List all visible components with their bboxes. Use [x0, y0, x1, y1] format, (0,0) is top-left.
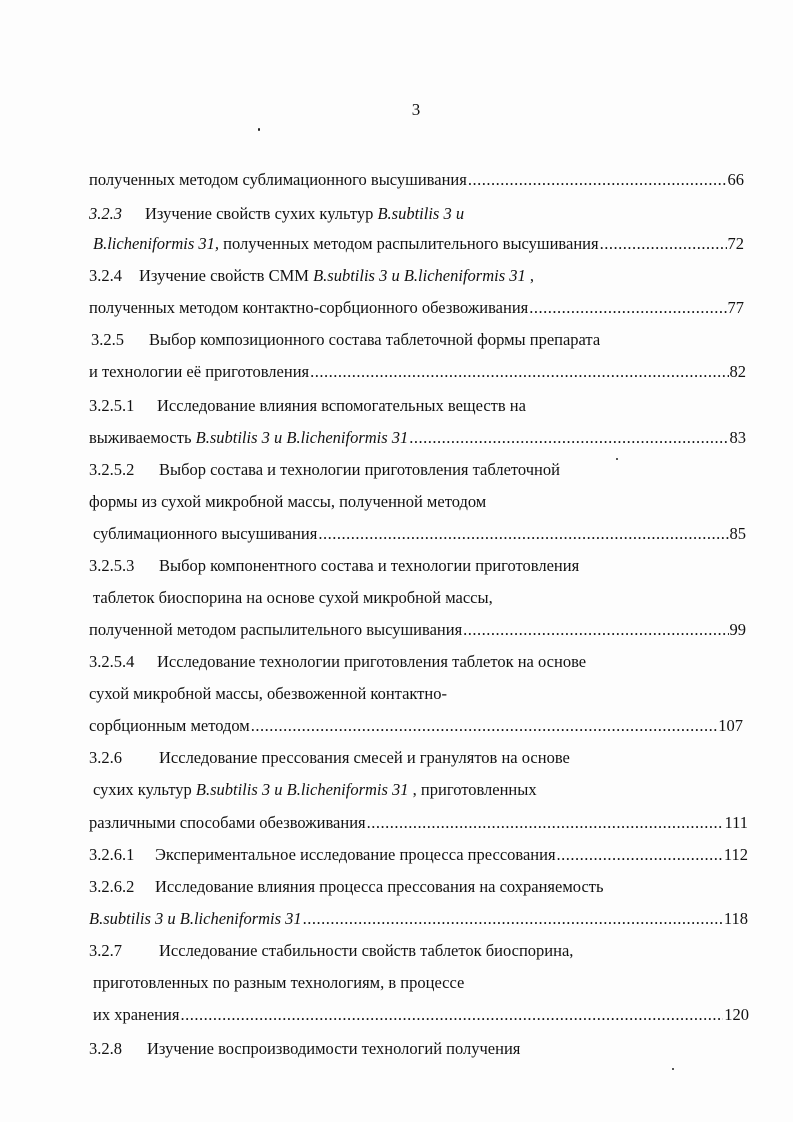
toc-text: приготовленных по разным технологиям, в процессе — [93, 973, 465, 992]
toc-number: 3.2.5 — [91, 330, 124, 349]
toc-text-after: , приготовленных — [408, 780, 537, 799]
toc-entry — [93, 971, 464, 995]
toc-leader — [557, 843, 723, 867]
toc-entry — [89, 650, 586, 674]
toc-text: Исследование стабильности свойств таблеток биоспорина, — [159, 941, 574, 960]
toc-page: 111 — [724, 813, 748, 832]
toc-leader — [463, 618, 728, 642]
toc-page: 118 — [723, 909, 748, 928]
scan-speck — [258, 128, 260, 131]
toc-entry — [93, 778, 537, 802]
toc-entry — [89, 875, 604, 899]
toc-number: 3.2.6.1 — [89, 845, 135, 864]
toc-page: 99 — [729, 620, 746, 639]
toc-entry — [89, 843, 748, 867]
toc-text: Изучение свойств сухих культур — [145, 204, 378, 223]
toc-text: выживаемость — [89, 428, 196, 447]
page-number: 3 — [411, 100, 421, 119]
toc-text: и технологии её приготовления — [89, 362, 310, 381]
toc-entry — [89, 202, 464, 226]
toc-entry — [89, 458, 560, 482]
toc-entry — [89, 746, 570, 770]
toc-text: Исследование влияния процесса прессования на сохраняемость — [155, 877, 604, 896]
toc-leader — [600, 232, 727, 256]
toc-text: Исследование прессования смесей и гранулятов на основе — [159, 748, 570, 767]
toc-text: Выбор компонентного состава и технологии приготовления — [159, 556, 580, 575]
toc-number: 3.2.6.2 — [89, 877, 135, 896]
toc-entry — [93, 522, 746, 546]
toc-text: полученных методом контактно-сорбционного обезвоживания — [89, 298, 529, 317]
toc-text: сублимационного высушивания — [93, 524, 318, 543]
toc-entry — [89, 618, 746, 642]
toc-text: Изучение воспроизводимости технологий получения — [147, 1039, 521, 1058]
toc-text: сухой микробной массы, обезвоженной контактно- — [89, 684, 447, 703]
toc-leader — [180, 1003, 723, 1027]
toc-page: 112 — [723, 845, 748, 864]
toc-italic: B.subtilis 3 и — [377, 204, 465, 223]
toc-entry — [89, 682, 447, 706]
toc-text: сорбционным методом — [89, 716, 250, 735]
toc-entry — [89, 907, 748, 931]
toc-entry — [89, 168, 744, 192]
toc-leader — [409, 426, 728, 450]
toc-text: сухих культур — [93, 780, 196, 799]
toc-page: 107 — [718, 716, 743, 735]
toc-page: 83 — [729, 428, 746, 447]
toc-entry — [93, 232, 744, 256]
toc-page: 120 — [724, 1005, 749, 1024]
toc-entry — [89, 426, 746, 450]
toc-number: 3.2.5.2 — [89, 460, 135, 479]
toc-text: Исследование влияния вспомогательных веществ на — [157, 396, 526, 415]
scan-speck — [672, 1068, 674, 1070]
toc-italic: B.subtilis 3 и B.licheniformis 31 — [195, 428, 409, 447]
toc-text: Исследование технологии приготовления таблеток на основе — [157, 652, 587, 671]
toc-text-after: , — [525, 266, 534, 285]
toc-text: полученных методом распылительного высушивания — [219, 234, 599, 253]
toc-entry — [89, 264, 534, 288]
toc-entry — [89, 360, 746, 384]
toc-number: 3.2.5.4 — [89, 652, 135, 671]
toc-entry — [89, 714, 743, 738]
toc-italic: B.subtilis 3 и B.licheniformis 31 — [313, 266, 526, 285]
toc-italic: B.subtilis 3 и B.licheniformis 31 — [195, 780, 409, 799]
toc-page: 77 — [727, 298, 744, 317]
toc-number: 3.2.5.1 — [89, 396, 135, 415]
toc-leader — [529, 296, 726, 320]
toc-page: 85 — [729, 524, 746, 543]
toc-text: Выбор композиционного состава таблеточной формы препарата — [149, 330, 601, 349]
toc-number: 3.2.7 — [89, 941, 122, 960]
toc-entry — [89, 296, 744, 320]
toc-text: Выбор состава и технологии приготовления таблеточной — [159, 460, 560, 479]
toc-entry — [89, 939, 573, 963]
toc-leader — [318, 522, 728, 546]
toc-text: полученных методом сублимационного высушивания — [89, 170, 467, 189]
toc-number: 3.2.4 — [89, 266, 122, 285]
toc-italic: B.subtilis 3 и B.licheniformis 31 — [89, 909, 302, 928]
toc-leader — [303, 907, 723, 931]
toc-entry — [89, 490, 486, 514]
toc-page: 72 — [727, 234, 744, 253]
toc-number: 3.2.5.3 — [89, 556, 135, 575]
toc-leader — [251, 714, 718, 738]
toc-page: 66 — [727, 170, 744, 189]
toc-entry — [89, 394, 526, 418]
toc-italic: B.licheniformis 31, — [93, 234, 220, 253]
toc-text: Изучение свойств СММ — [139, 266, 314, 285]
toc-text: таблеток биоспорина на основе сухой микробной массы, — [93, 588, 493, 607]
toc-number: 3.2.8 — [89, 1039, 122, 1058]
toc-entry — [91, 328, 600, 352]
toc-text: различными способами обезвоживания — [89, 813, 366, 832]
toc-leader — [468, 168, 727, 192]
toc-text: их хранения — [93, 1005, 180, 1024]
toc-text: формы из сухой микробной массы, полученной методом — [89, 492, 487, 511]
toc-number: 3.2.3 — [89, 204, 122, 223]
toc-page: 82 — [729, 362, 746, 381]
toc-leader — [310, 360, 728, 384]
toc-leader — [367, 811, 724, 835]
toc-entry — [89, 1037, 520, 1061]
toc-text: Экспериментальное исследование процесса прессования — [155, 845, 556, 864]
toc-number: 3.2.6 — [89, 748, 122, 767]
toc-entry — [89, 554, 579, 578]
toc-entry — [89, 811, 748, 835]
toc-entry — [93, 586, 493, 610]
scan-speck — [616, 458, 618, 460]
toc-text: полученной методом распылительного высушивания — [89, 620, 463, 639]
toc-entry — [93, 1003, 749, 1027]
